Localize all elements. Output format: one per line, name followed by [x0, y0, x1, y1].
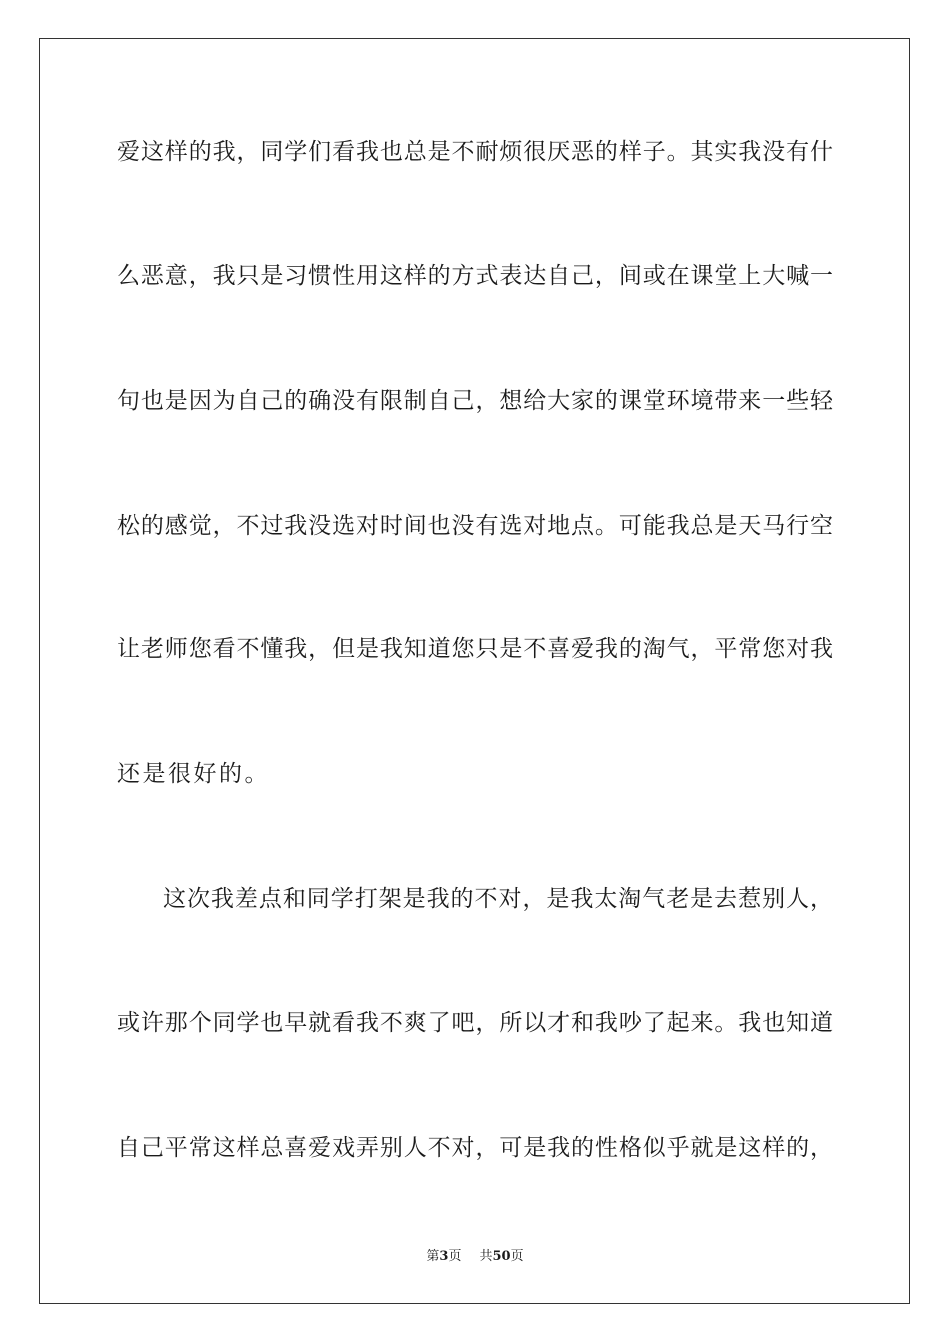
total-pages: 50 — [492, 1249, 511, 1264]
body-line-8: 或许那个同学也早就看我不爽了吧，所以才和我吵了起来。我也知道 — [117, 1010, 833, 1036]
total-prefix: 共 — [479, 1249, 493, 1264]
page-prefix: 第 — [426, 1249, 440, 1264]
page-suffix: 页 — [448, 1249, 462, 1264]
body-line-1: 爱这样的我，同学们看我也总是不耐烦很厌恶的样子。其实我没有什 — [117, 139, 833, 165]
total-suffix: 页 — [510, 1249, 524, 1264]
body-line-3: 句也是因为自己的确没有限制自己，想给大家的课堂环境带来一些轻 — [117, 388, 833, 414]
body-line-4: 松的感觉，不过我没选对时间也没有选对地点。可能我总是天马行空 — [117, 513, 833, 539]
body-line-7-paragraph-start: 这次我差点和同学打架是我的不对，是我太淘气老是去惹别人， — [163, 886, 833, 912]
body-line-2: 么恶意，我只是习惯性用这样的方式表达自己，间或在课堂上大喊一 — [117, 263, 833, 289]
body-line-9: 自己平常这样总喜爱戏弄别人不对，可是我的性格似乎就是这样的， — [117, 1135, 833, 1161]
page-number: 3 — [439, 1249, 449, 1264]
body-line-6: 还是很好的。 — [117, 761, 270, 787]
page-footer — [0, 1248, 950, 1266]
page-border — [39, 38, 910, 1304]
body-line-5: 让老师您看不懂我，但是我知道您只是不喜爱我的淘气，平常您对我 — [117, 636, 833, 662]
